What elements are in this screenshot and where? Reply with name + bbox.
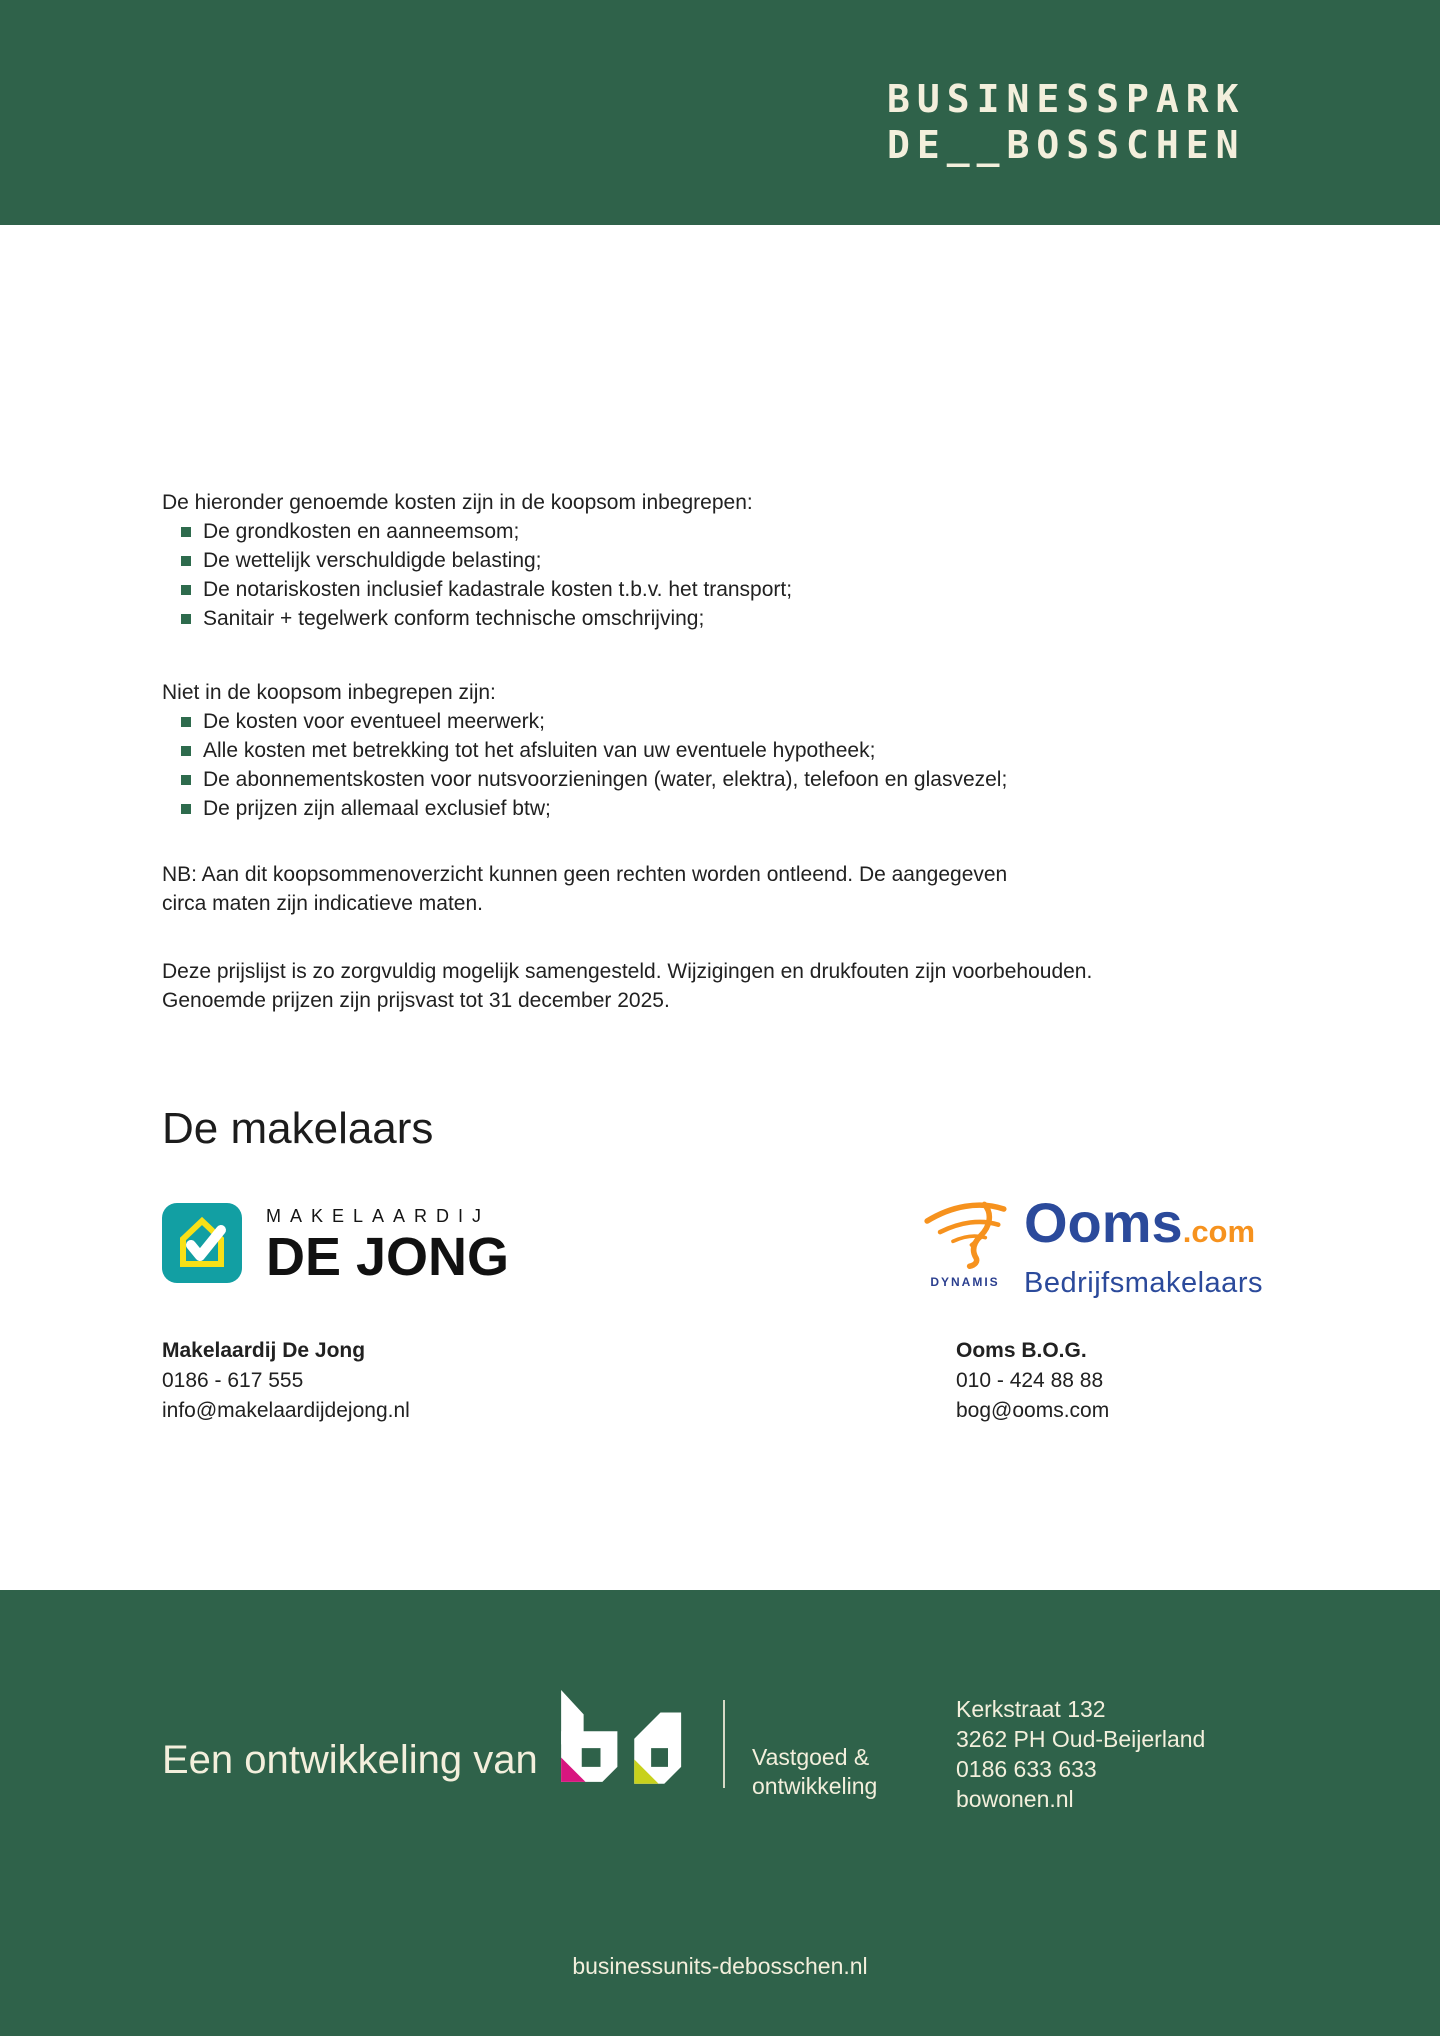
dejong-wordmark-bottom: DE JONG [266, 1227, 510, 1287]
ooms-contact [956, 1336, 1109, 1426]
nb-note-line: circa maten zijn indicatieve maten. [162, 892, 483, 915]
dynamis-logo [922, 1197, 1008, 1300]
footer-address [956, 1694, 1205, 1814]
dejong-contact-email[interactable]: info@makelaardijdejong.nl [162, 1399, 410, 1422]
bullet-square-icon [181, 585, 191, 595]
ooms-contact-email[interactable]: bog@ooms.com [956, 1399, 1110, 1422]
dynamis-icon [923, 1256, 1007, 1273]
makelaars-heading: De makelaars [162, 1104, 434, 1153]
dejong-wordmark-top: MAKELAARDIJ [266, 1206, 491, 1226]
footer-divider [723, 1700, 725, 1788]
list-item-text: De prijzen zijn allemaal exclusief btw; [203, 796, 551, 820]
address-street: Kerkstraat 132 [956, 1696, 1106, 1722]
project-website[interactable]: businessunits-debosschen.nl [572, 1953, 868, 1979]
dejong-contact-name: Makelaardij De Jong [162, 1339, 366, 1362]
ooms-subtitle: Bedrijfsmakelaars [1024, 1267, 1263, 1299]
bullet-square-icon [181, 527, 191, 537]
excluded-costs-list [0, 707, 1440, 823]
list-item [181, 546, 1440, 575]
bullet-square-icon [181, 746, 191, 756]
list-item-text: De wettelijk verschuldigde belasting; [203, 548, 542, 572]
bo-tagline [752, 1743, 877, 1801]
bullet-square-icon [181, 775, 191, 785]
bullet-square-icon [181, 717, 191, 727]
included-costs-list [0, 517, 1440, 633]
bullet-square-icon [181, 556, 191, 566]
bo-tagline-line1: Vastgoed & [752, 1744, 870, 1770]
nb-note-line: NB: Aan dit koopsommenoverzicht kunnen geen rechten worden ontleend. De aangegeven [162, 863, 1008, 886]
bo-logo-icon [548, 1686, 698, 1804]
businesspark-logo [887, 76, 1246, 168]
ooms-brand: Ooms [1024, 1191, 1183, 1254]
list-item [181, 604, 1440, 633]
included-costs-title: De hieronder genoemde kosten zijn in de koopsom inbegrepen: [162, 491, 753, 514]
footer-band [0, 1590, 1440, 2036]
ooms-contact-name: Ooms B.O.G. [956, 1339, 1087, 1362]
ooms-contact-phone: 010 - 424 88 88 [956, 1369, 1104, 1392]
dejong-wordmark [266, 1206, 509, 1285]
list-item [181, 517, 1440, 546]
disclaimer-line: Deze prijslijst is zo zorgvuldig mogelijk samengesteld. Wijzigingen en drukfouten zijn voorbehouden. [162, 960, 1093, 983]
list-item-text: Sanitair + tegelwerk conform technische omschrijving; [203, 606, 705, 630]
bullet-square-icon [181, 614, 191, 624]
businesspark-logo-line2: DE__BOSSCHEN [887, 123, 1246, 167]
list-item [181, 765, 1440, 794]
content [0, 225, 1440, 1436]
list-item-text: De kosten voor eventueel meerwerk; [203, 709, 545, 733]
ooms-wordmark [1024, 1191, 1263, 1300]
broker-contacts [0, 1336, 1440, 1436]
ooms-logo [922, 1191, 1263, 1300]
ooms-brand-suffix: .com [1182, 1214, 1256, 1249]
excluded-costs-title: Niet in de koopsom inbegrepen zijn: [162, 681, 496, 704]
dejong-contact [162, 1336, 1440, 1426]
list-item [181, 794, 1440, 823]
dejong-contact-phone: 0186 - 617 555 [162, 1369, 304, 1392]
dejong-house-icon [162, 1203, 242, 1288]
disclaimer [0, 957, 1440, 1015]
disclaimer-line: Genoemde prijzen zijn prijsvast tot 31 december 2025. [162, 989, 670, 1012]
list-item-text: De grondkosten en aanneemsom; [203, 519, 520, 543]
development-label: Een ontwikkeling van [162, 1738, 538, 1782]
list-item-text: Alle kosten met betrekking tot het afsluiten van uw eventuele hypotheek; [203, 738, 876, 762]
bo-tagline-line2: ontwikkeling [752, 1773, 878, 1799]
dejong-logo [162, 1203, 509, 1288]
broker-logos-row [0, 1191, 1440, 1299]
nb-note [0, 860, 1440, 918]
list-item-text: De notariskosten inclusief kadastrale kosten t.b.v. het transport; [203, 577, 793, 601]
dynamis-label: DYNAMIS [930, 1275, 1000, 1289]
address-website[interactable]: bowonen.nl [956, 1786, 1074, 1812]
address-city: 3262 PH Oud-Beijerland [956, 1726, 1206, 1752]
address-phone: 0186 633 633 [956, 1756, 1097, 1782]
list-item-text: De abonnementskosten voor nutsvoorzieningen (water, elektra), telefoon en glasvezel; [203, 767, 1008, 791]
header-band [0, 0, 1440, 225]
businesspark-logo-line1: BUSINESSPARK [887, 77, 1246, 121]
list-item [181, 575, 1440, 604]
bullet-square-icon [181, 804, 191, 814]
list-item [181, 736, 1440, 765]
list-item [181, 707, 1440, 736]
